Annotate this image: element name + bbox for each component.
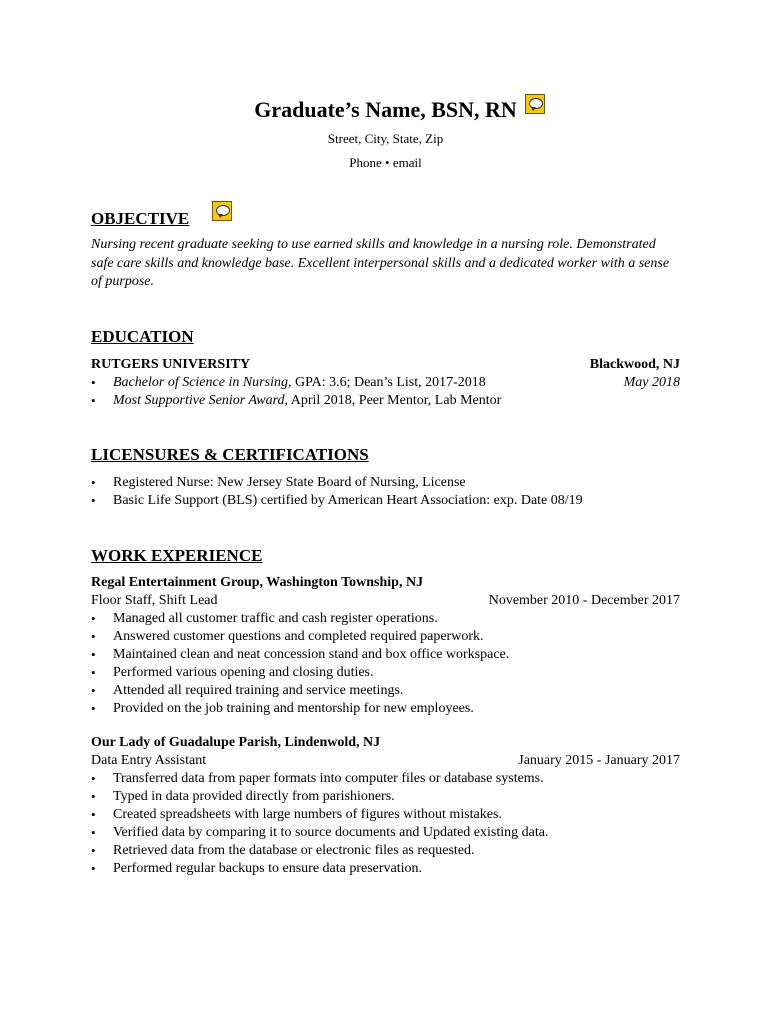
- resume-header: [91, 96, 680, 172]
- graduation-date: May 2018: [623, 375, 680, 390]
- objective-heading: OBJECTIVE: [91, 209, 190, 228]
- graduate-name-text: Graduate’s Name, BSN, RN: [254, 97, 517, 122]
- job-employer: Our Lady of Guadalupe Parish, Lindenwold, NJ: [91, 735, 381, 750]
- list-item: • Attended all required training and service meetings.: [91, 682, 680, 700]
- list-item: • Verified data by comparing it to source documents and Updated existing data.: [91, 824, 680, 842]
- list-item: • Basic Life Support (BLS) certified by American Heart Association: exp. Date 08/19: [91, 492, 680, 510]
- list-item: • Maintained clean and neat concession stand and box office workspace.: [91, 646, 680, 664]
- job-employer-row: [91, 574, 680, 592]
- list-item: • Performed regular backups to ensure data preservation.: [91, 860, 680, 878]
- job-duties-list: [91, 770, 680, 878]
- job-title: Floor Staff, Shift Lead: [91, 593, 218, 608]
- list-item: • Registered Nurse: New Jersey State Board of Nursing, License: [91, 474, 680, 492]
- licensures-list: [91, 474, 680, 510]
- education-school-row: [91, 356, 680, 374]
- job-employer: Regal Entertainment Group, Washington Township, NJ: [91, 575, 424, 590]
- job-dates: November 2010 - December 2017: [488, 593, 680, 608]
- job-dates: January 2015 - January 2017: [518, 753, 680, 768]
- list-item: • Transferred data from paper formats into computer files or database systems.: [91, 770, 680, 788]
- list-item: • Provided on the job training and mentorship for new employees.: [91, 700, 680, 718]
- education-list: [91, 374, 680, 410]
- job-title: Data Entry Assistant: [91, 753, 207, 768]
- list-item: • Performed various opening and closing duties.: [91, 664, 680, 682]
- list-item: • Retrieved data from the database or electronic files as requested.: [91, 842, 680, 860]
- school-location: Blackwood, NJ: [589, 357, 680, 372]
- job-title-row: [91, 752, 680, 770]
- list-item: • Answered customer questions and completed required paperwork.: [91, 628, 680, 646]
- address-line: Street, City, State, Zip: [327, 131, 444, 146]
- contact-line: Phone • email: [349, 155, 422, 170]
- job-employer-row: [91, 734, 680, 752]
- objective-text: Nursing recent graduate seeking to use earned skills and knowledge in a nursing role. Demonstrated safe care skills and knowledge base. Excellent interpersonal skills and a dedicated worker with a sense of purpose.: [91, 237, 670, 289]
- school-name: RUTGERS UNIVERSITY: [91, 357, 251, 372]
- graduate-name: [254, 96, 517, 124]
- list-item: • Managed all customer traffic and cash register operations.: [91, 610, 680, 628]
- education-heading: EDUCATION: [91, 327, 194, 346]
- list-item: • Typed in data provided directly from parishioners.: [91, 788, 680, 806]
- comment-icon[interactable]: [212, 201, 232, 221]
- comment-icon[interactable]: [525, 94, 545, 114]
- licensures-heading: LICENSURES & CERTIFICATIONS: [91, 445, 369, 464]
- list-item: • Most Supportive Senior Award, April 2018, Peer Mentor, Lab Mentor: [91, 392, 680, 410]
- job-duties-list: [91, 610, 680, 718]
- work-heading: WORK EXPERIENCE: [91, 546, 263, 565]
- list-item: • Created spreadsheets with large numbers of figures without mistakes.: [91, 806, 680, 824]
- list-item: • Bachelor of Science in Nursing, GPA: 3.6; Dean’s List, 2017-2018: [91, 374, 680, 392]
- job-title-row: [91, 592, 680, 610]
